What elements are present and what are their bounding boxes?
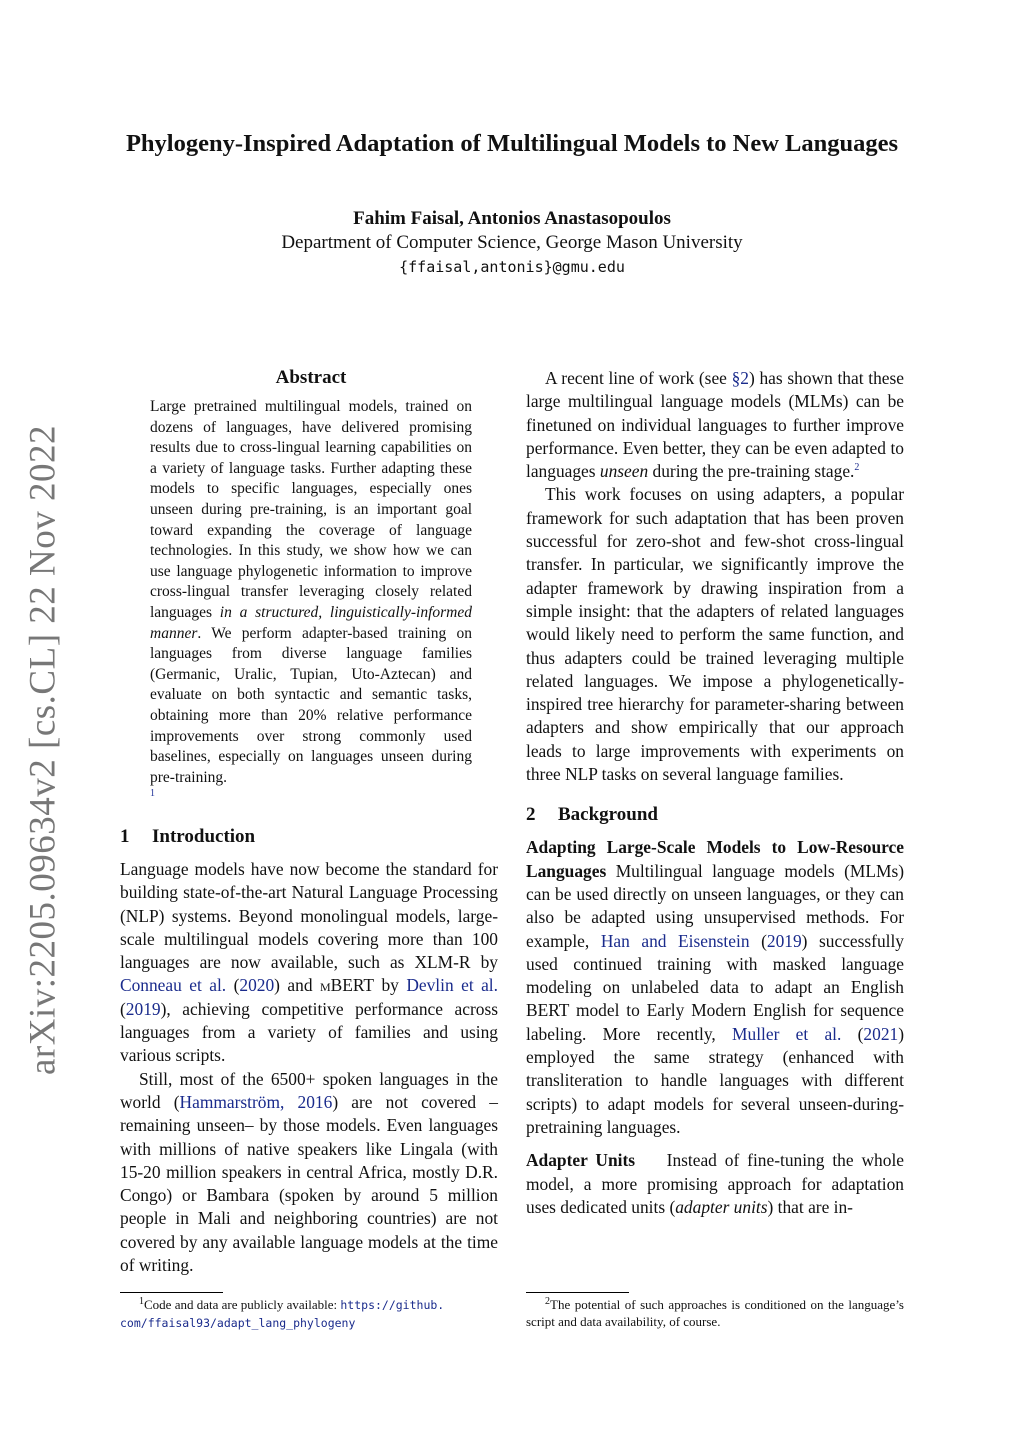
intro-paragraph-3: A recent line of work (see §2) has shown that these large multilingual language models (MLMs) can be finetuned on individual languages to further improve performance. Even better, they can be even adapted to languages unseen during the pre-training stage.$^2$: [526, 368, 904, 482]
footnote-2: $^2$The potential of such approaches is conditioned on the language’s script and data availability, of course.: [526, 1295, 904, 1329]
left-column: [120, 826, 498, 1277]
arxiv-sidebar: [18, 425, 68, 1075]
citation-han-eisenstein[interactable]: Han and Eisenstein: [600, 930, 750, 951]
abstract-section: [150, 367, 472, 800]
abstract-heading: Abstract: [275, 367, 347, 388]
citation-devlin-year[interactable]: 2019: [125, 998, 161, 1019]
affiliation: Department of Computer Science, George Mason University: [281, 232, 743, 253]
footnote-rule-left: [120, 1292, 223, 1293]
citation-devlin[interactable]: Devlin et al.: [406, 975, 498, 996]
right-column: [526, 367, 909, 1219]
citation-muller[interactable]: Muller et al.: [732, 1023, 842, 1044]
code-repository-link-cont[interactable]: com/ffaisal93/adapt_lang_phylogeny: [120, 1316, 356, 1330]
citation-han-eisenstein-year[interactable]: 2019: [766, 930, 802, 951]
intro-paragraph-2: Still, most of the 6500+ spoken languages in the world (Hammarström, 2016) are not covered –remaining unseen– by those models. Even languages with millions of native speakers like Lingala (with 15-20 million speakers in central Africa, mostly D.R. Congo) or Bambara (spoken by around 5 million people in Mali and neighboring countries) are not covered by any available language models at the time of writing.: [120, 1068, 498, 1276]
footnote-1: $^1$Code and data are publicly available: https://github. com/ffaisal93/adapt_lang_phylogeny: [120, 1295, 445, 1330]
background-paragraph-1: Adapting Large-Scale Models to Low-Resource Languages Multilingual language models (MLMs) can be used directly on unseen languages, or they can also be adapted using unsupervised methods. For example, Han and Eisenstein (2019) successfully used continued training with masked language modeling on unlabeled data to adapt an English BERT model to Early Modern English for sequence labeling. More recently, Muller et al. (2021) employed the same strategy (enhanced with transliteration to handle languages with different scripts) to adapt models for several unseen-during-pretraining languages.: [526, 837, 905, 1137]
intro-paragraph-1: Language models have now become the standard for building state-of-the-art Natural Language Processing (NLP) systems. Beyond monolingual models, large-scale multilingual models covering more than 100 languages are now available, such as XLM-R by Conneau et al. (2020) and mBERT by Devlin et al. (2019), achieving competitive performance across languages from a variety of families and using various scripts.: [120, 859, 498, 1066]
abstract-text: Large pretrained multilingual models, trained on dozens of languages, have delivered promising results due to cross-lingual learning capabilities on a variety of language tasks. Further adapting these models to specific languages, especially ones unseen during pre-training, is an important goal toward expanding the coverage of language technologies. In this study, we show how we can use language phylogenetic information to improve cross-lingual transfer leveraging closely related languages in a structured, linguistically-informed manner. We perform adapter-based training on languages from diverse language families (Germanic, Uralic, Tupian, Uto-Aztecan) and evaluate on both syntactic and semantic tasks, obtaining more than 20% relative performance improvements over strong commonly used baselines, especially on languages unseen during pre-training.: [150, 398, 472, 786]
author-email: {ffaisal,antonis}@gmu.edu: [399, 258, 625, 276]
abstract-footnote-link[interactable]: 1: [150, 788, 155, 800]
footnote-rule-right: [526, 1292, 629, 1293]
citation-hammarstrom[interactable]: Hammarström, 2016: [179, 1091, 333, 1112]
paper-title: Phylogeny-Inspired Adaptation of Multilingual Models to New Languages: [125, 130, 899, 157]
section-heading-introduction: 1 Introduction: [120, 826, 256, 847]
citation-muller-year[interactable]: 2021: [863, 1023, 899, 1044]
citation-conneau[interactable]: Conneau et al.: [120, 975, 227, 996]
author-list: Fahim Faisal, Antonios Anastasopoulos: [353, 208, 671, 229]
intro-paragraph-4: This work focuses on using adapters, a popular framework for such adaptation that has been proven successful for zero-shot and few-shot cross-lingual transfer. In particular, we significantly improve the adapter framework by drawing inspiration from a simple insight: that the adapters of related languages would likely need to perform the same function, and thus adapters could be trained leveraging multiple related languages. We impose a phylogenetically-inspired tree hierarchy for parameter-sharing between adapters and show empirically that our approach leads to large improvements with experiments on three NLP tasks on several language families.: [526, 484, 904, 785]
code-repository-link[interactable]: https://github.: [340, 1298, 445, 1312]
background-paragraph-2: Adapter Units Instead of fine-tuning the whole model, a more promising approach for adaptation uses dedicated units (adapter units) that are in-: [526, 1150, 909, 1217]
arxiv-identifier: arXiv:2205.09634v2 [cs.CL] 22 Nov 2022: [22, 425, 64, 1075]
section-ref-2[interactable]: §2: [731, 368, 749, 388]
citation-conneau-year[interactable]: 2020: [239, 975, 275, 996]
footnote-2-link[interactable]: 2: [854, 462, 860, 474]
section-heading-background: 2 Background: [526, 804, 658, 826]
